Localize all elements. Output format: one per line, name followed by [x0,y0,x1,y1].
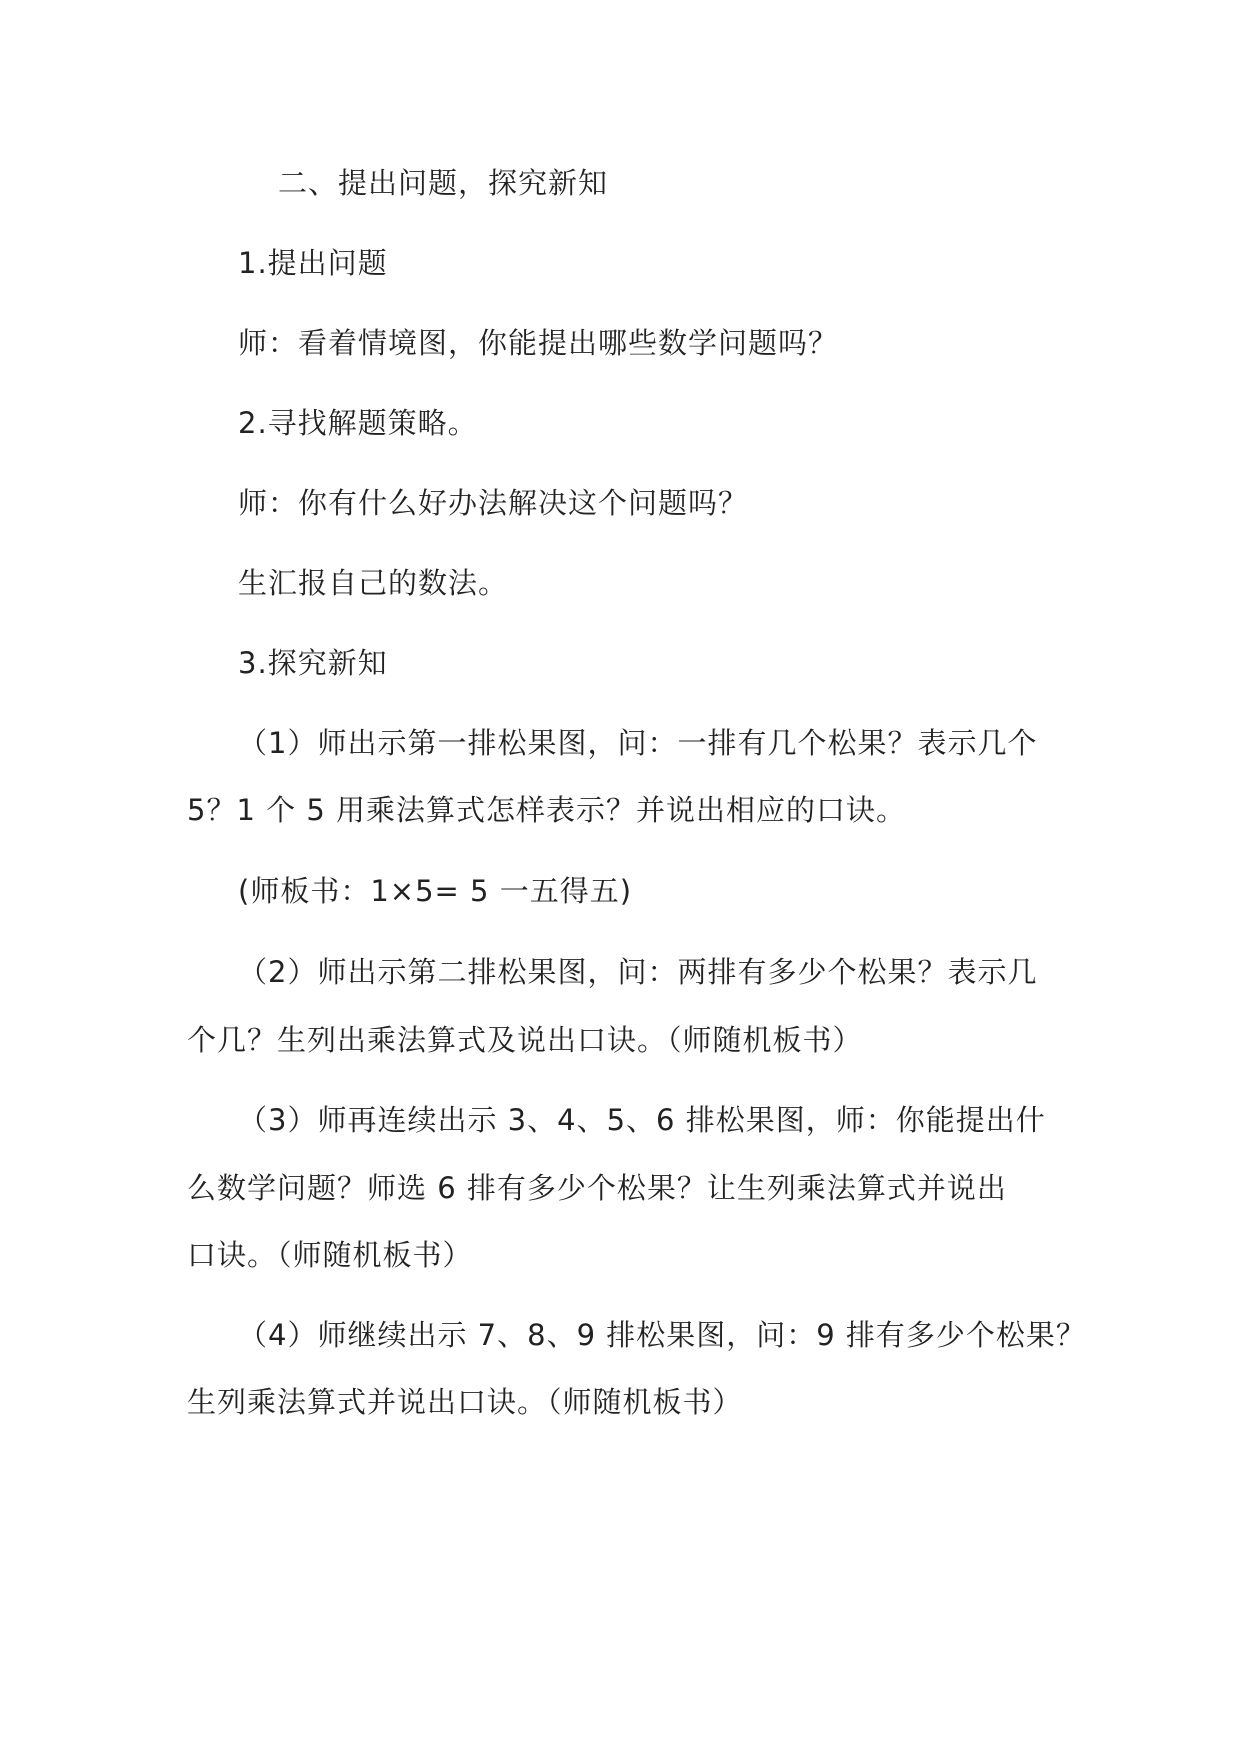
paragraph-line: 师：看着情境图，你能提出哪些数学问题吗？ [238,326,839,360]
section-heading: 二、提出问题，探究新知 [278,166,609,200]
paragraph-line: 3.探究新知 [238,646,388,680]
paragraph-line: 个几？生列出乘法算式及说出口诀。（师随机板书） [187,1023,863,1057]
paragraph-line: 5？1 个 5 用乘法算式怎样表示？并说出相应的口诀。 [187,793,907,827]
paragraph-line: 1.提出问题 [238,246,388,280]
paragraph-line: (师板书：1×5= 5 一五得五) [238,874,633,908]
paragraph-line: （3）师再连续出示 3、4、5、6 排松果图，师：你能提出什 [238,1103,1046,1137]
paragraph-line: 么数学问题？师选 6 排有多少个松果？让生列乘法算式并说出 [187,1171,1007,1205]
paragraph-line: 生列乘法算式并说出口诀。（师随机板书） [187,1385,743,1419]
paragraph-line: 2.寻找解题策略。 [238,406,478,440]
paragraph-line: （4）师继续出示 7、8、9 排松果图，问：9 排有多少个松果？ [238,1318,1086,1352]
paragraph-line: 口诀。（师随机板书） [187,1238,473,1272]
paragraph-line: 师：你有什么好办法解决这个问题吗？ [238,486,749,520]
paragraph-line: （1）师出示第一排松果图，问：一排有几个松果？表示几个 [238,726,1038,760]
paragraph-line: 生汇报自己的数法。 [238,566,509,600]
paragraph-line: （2）师出示第二排松果图，问：两排有多少个松果？表示几 [238,955,1038,989]
